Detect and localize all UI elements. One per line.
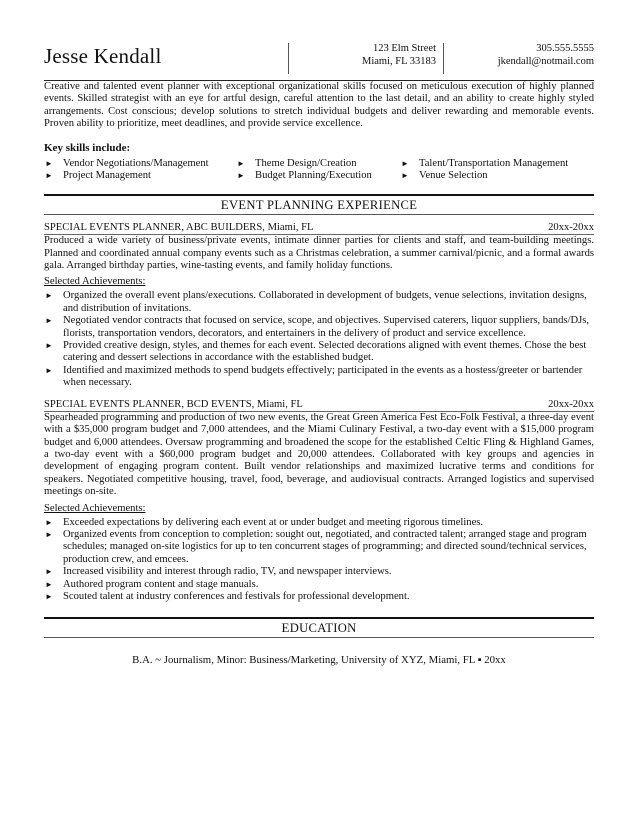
job-title-line (44, 221, 594, 235)
skill-item: ► Venue Selection (401, 170, 488, 182)
phone: 305.555.5555 (536, 43, 594, 54)
job-title-line (44, 398, 594, 412)
job-title: SPECIAL EVENTS PLANNER, ABC BUILDERS, Miami, FL (44, 222, 314, 234)
list-item: ► Provided creative design, styles, and themes for each event. Selected decorations aligned with event themes. Chose the best catering and dessert selections in accordance with the established budget. (45, 340, 587, 364)
achievements-label: Selected Achievements: (44, 276, 146, 288)
header-divider (443, 43, 444, 74)
address-line-2: Miami, FL 33183 (362, 55, 436, 67)
contact-block (498, 43, 594, 68)
resume-page (44, 40, 594, 666)
list-item: ► Organized the overall event plans/executions. Collaborated in development of budgets, venue selections, invitation designs, and distribution of invitations. (45, 290, 587, 314)
list-item: ► Negotiated vendor contracts that focused on service, scope, and objectives. Supervised caterers, liquor suppliers, bands/DJs, florists, transportation vendors, decorators, and entertainers in the delivery of product and service excellence. (45, 315, 590, 339)
summary: Creative and talented event planner with exceptional organizational skills focused on meticulous execution of highly planned events. Skilled strategist with an eye for artful design, careful attention to the last detail, and an ability to create highly styled arrangements. Cost conscious; develop solutions to stretch individual budgets and deliver rewarding and memorable events. Proven ability to prioritize, meet deadlines, and provide service excellence. (44, 81, 594, 130)
job-description: Spearheaded programming and production of two new events, the Great Green America Fest Eco-Folk Festival, a three-day event with a $35,000 program budget and 7,000 attendees, and the Miami Culinary Festival, a two-day event with a $15,000 program budget and 6,000 attendees. Oversaw programming and broadened the scope for the established Celtic Fling & Highland Games, a two-day event with a $60,000 program budget and 20,000 attendees. Collaborated with key groups and agencies in development of engaging program content. Built vendor relationships and maximized lucrative terms and conditions for speakers. Negotiated competitive housing, travel, food, beverage, and audiovisual contracts. Arranged logistics and supervised meetings on-site. (44, 411, 594, 498)
skill-item: ► Talent/Transportation Management (401, 157, 569, 169)
bullet-arrow-icon: ► (45, 591, 53, 601)
job-title: SPECIAL EVENTS PLANNER, BCD EVENTS, Miami, FL (44, 398, 303, 410)
bullet-arrow-icon: ► (45, 316, 53, 326)
list-item: ► Identified and maximized methods to spend budgets effectively; participated in the events as a hostess/greeter or bartender when necessary. (45, 364, 583, 389)
experience-section-heading: EVENT PLANNING EXPERIENCE (44, 194, 594, 215)
bullet-arrow-icon: ► (45, 365, 53, 375)
address-block (344, 43, 436, 68)
bullet-arrow-icon: ► (45, 291, 53, 301)
list-item: ► Organized events from conception to completion: sought out, negotiated, and contracted talent; arranged stage and program schedules; managed on-site logistics for up to ten concurrent stages of programming; and directed sound/technical services, production crew, and emcees. (45, 528, 587, 565)
bullet-arrow-icon: ► (45, 341, 53, 351)
bullet-arrow-icon: ► (45, 567, 53, 577)
header-divider (288, 43, 289, 74)
job-description: Produced a wide variety of business/private events, intimate dinner parties for clients and staff, and team-building meetings. Planned and coordinated annual company events such as a Christmas celebration, a summer carnival/picnic, and a formal awards gala. Arranged birthday parties, wine-tasting events, and family holiday functions. (44, 235, 594, 272)
education-section-heading: EDUCATION (44, 617, 594, 638)
candidate-name: Jesse Kendall (44, 44, 162, 68)
achievements-label: Selected Achievements: (44, 502, 146, 514)
list-item: ► Increased visibility and interest through radio, TV, and newspaper interviews. (45, 566, 392, 578)
bullet-arrow-icon: ► (401, 158, 409, 168)
skill-item: ► Vendor Negotiations/Management (45, 157, 209, 169)
bullet-arrow-icon: ► (237, 158, 245, 168)
resume-header (44, 40, 594, 81)
skills-list (44, 158, 594, 184)
bullet-arrow-icon: ► (45, 517, 53, 527)
bullet-arrow-icon: ► (401, 171, 409, 181)
list-item: ► Scouted talent at industry conferences and festivals for professional development. (45, 590, 410, 602)
address-line-1: 123 Elm Street (373, 43, 436, 54)
skill-item: ► Budget Planning/Execution (237, 170, 372, 182)
job-dates: 20xx-20xx (548, 398, 594, 410)
email: jkendall@notmail.com (497, 55, 594, 67)
list-item: ► Exceeded expectations by delivering each event at or under budget and meeting rigorous timelines. (45, 516, 484, 528)
achievements-list (44, 517, 594, 604)
bullet-arrow-icon: ► (237, 171, 245, 181)
skill-item: ► Theme Design/Creation (237, 157, 357, 169)
bullet-arrow-icon: ► (45, 171, 53, 181)
bullet-arrow-icon: ► (45, 579, 53, 589)
list-item: ► Authored program content and stage manuals. (45, 578, 259, 590)
achievements-list (44, 290, 594, 389)
skill-item: ► Project Management (45, 170, 151, 182)
education-line: B.A. ~ Journalism, Minor: Business/Marketing, University of XYZ, Miami, FL ▪ 20xx (132, 654, 506, 667)
job-dates: 20xx-20xx (548, 222, 594, 234)
bullet-arrow-icon: ► (45, 158, 53, 168)
bullet-arrow-icon: ► (45, 529, 53, 539)
skills-title: Key skills include: (44, 141, 131, 154)
